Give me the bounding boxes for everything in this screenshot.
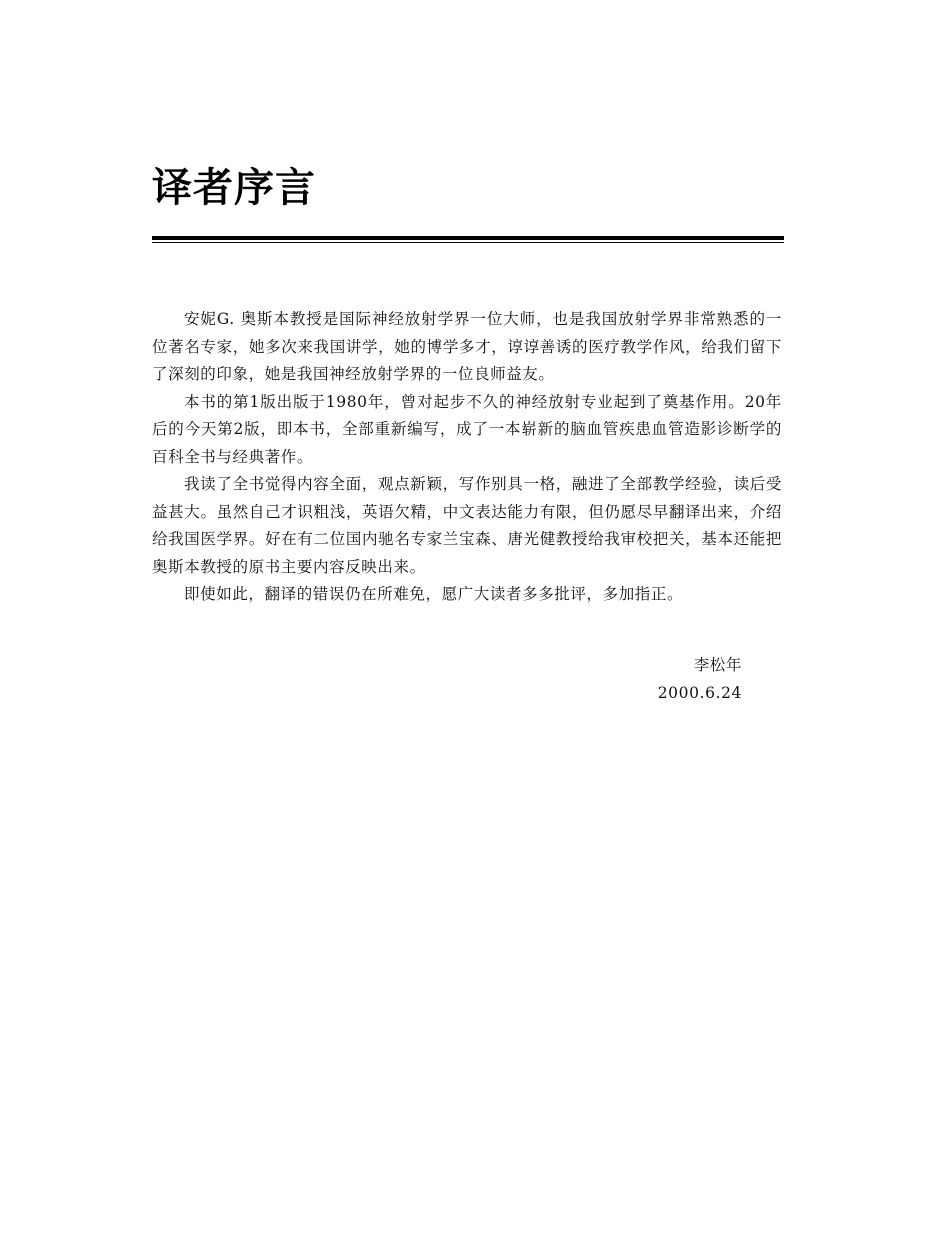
- signature-block: [658, 651, 742, 707]
- signature-date: 2000.6.24: [657, 684, 742, 702]
- title-rule-thick: [152, 236, 784, 240]
- title-rule-thin: [152, 242, 784, 243]
- signature-author: 李松年: [693, 656, 742, 674]
- paragraph: 本书的第1版出版于1980年，曾对起步不久的神经放射专业起到了奠基作用。20年后的今天第2版，即本书，全部重新编写，成了一本崭新的脑血管疾患血管造影诊断学的百科全书与经典著作。: [152, 392, 782, 466]
- paragraph: 即使如此，翻译的错误仍在所难免，愿广大读者多多批评，多加指正。: [184, 585, 684, 603]
- page-title: 译者序言: [152, 165, 316, 211]
- preface-body: [152, 306, 782, 609]
- paragraph: 安妮G. 奥斯本教授是国际神经放射学界一位大师，也是我国放射学界非常熟悉的一位著名专家，她多次来我国讲学，她的博学多才，谆谆善诱的医疗教学作风，给我们留下了深刻的印象，她是我国神经放射学界的一位良师益友。: [152, 310, 782, 383]
- paragraph: 我读了全书觉得内容全面，观点新颖，写作别具一格，融进了全部教学经验，读后受益甚大。虽然自己才识粗浅，英语欠精，中文表达能力有限，但仍愿尽早翻译出来，介绍给我国医学界。好在有二位国内驰名专家兰宝森、唐光健教授给我审校把关，基本还能把奥斯本教授的原书主要内容反映出来。: [152, 475, 782, 576]
